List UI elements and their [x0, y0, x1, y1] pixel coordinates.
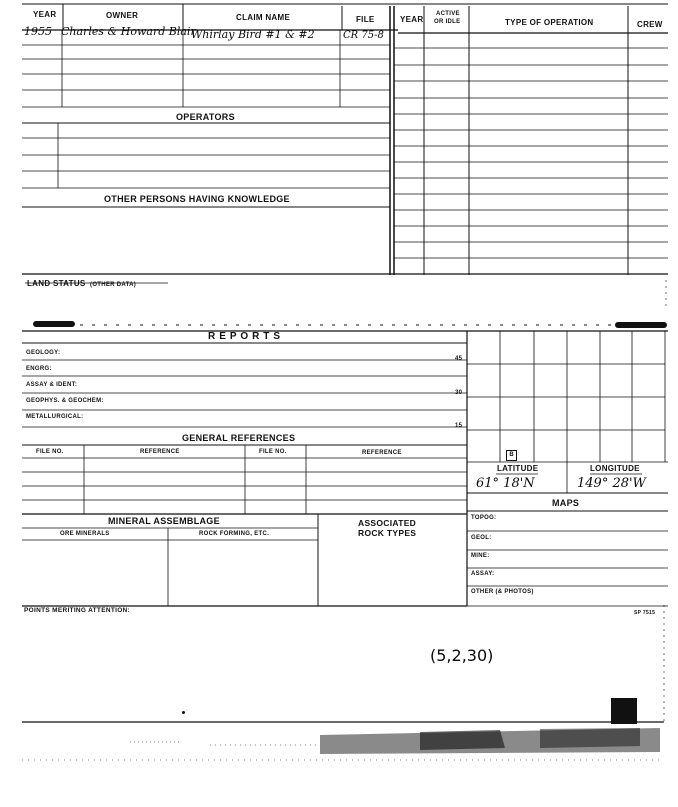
tick-15: 15	[455, 423, 463, 429]
tick-30: 30	[455, 390, 463, 396]
longitude-label: LONGITUDE	[590, 464, 640, 473]
operators-heading: OPERATORS	[176, 112, 235, 122]
maps-heading: MAPS	[552, 498, 580, 508]
other-persons-heading: OTHER PERSONS HAVING KNOWLEDGE	[104, 194, 290, 204]
latitude-value: 61° 18'N	[476, 476, 535, 491]
maps-geol: GEOL:	[471, 535, 492, 541]
header-or-idle: OR IDLE	[434, 19, 461, 25]
handwritten-note: (5,2,30)	[430, 646, 494, 665]
registration-mark	[611, 698, 637, 724]
ref-reference-1: REFERENCE	[140, 449, 180, 455]
header-year: YEAR	[33, 10, 57, 19]
ref-reference-2: REFERENCE	[362, 450, 402, 456]
grid-mark-box: B	[506, 450, 517, 461]
header-file: FILE	[356, 15, 375, 24]
reports-heading: R E P O R T S	[208, 331, 281, 342]
entry-year: 1955	[24, 25, 52, 38]
ref-file-no-2: FILE NO.	[259, 449, 287, 455]
maps-topog: TOPOG:	[471, 515, 497, 521]
associated-label: ASSOCIATED	[358, 518, 417, 528]
entry-owner: Charles & Howard Blair	[61, 25, 196, 38]
longitude-value: 149° 28'W	[577, 476, 646, 491]
rock-forming-label: ROCK FORMING, ETC.	[199, 531, 270, 537]
general-references-heading: GENERAL REFERENCES	[182, 433, 296, 443]
land-status-heading	[27, 273, 136, 291]
entry-claim-name: Whirlay Bird #1 & #2	[191, 28, 315, 41]
speck-mark	[182, 711, 185, 714]
report-metallurgical: METALLURGICAL:	[26, 414, 84, 420]
header-type-of-operation: TYPE OF OPERATION	[505, 18, 594, 27]
ref-file-no-1: FILE NO.	[36, 449, 64, 455]
maps-mine: MINE:	[471, 553, 490, 559]
land-status-label: LAND STATUS	[27, 279, 86, 288]
report-engrg: ENGRG:	[26, 366, 52, 372]
rock-types-label: ROCK TYPES	[358, 528, 417, 538]
maps-other: OTHER (& PHOTOS)	[471, 589, 534, 595]
report-geophys: GEOPHYS. & GEOCHEM:	[26, 398, 104, 404]
maps-assay: ASSAY:	[471, 571, 495, 577]
land-status-sub: (OTHER DATA)	[90, 282, 137, 288]
form-code: SP 7515	[634, 610, 656, 616]
mineral-assemblage-heading: MINERAL ASSEMBLAGE	[108, 516, 220, 526]
entry-file: CR 75-8	[343, 30, 384, 41]
header-crew: CREW	[637, 20, 663, 29]
report-assay: ASSAY & IDENT:	[26, 382, 78, 388]
tick-45: 45	[455, 356, 463, 362]
header-active: ACTIVE	[436, 11, 460, 17]
ore-minerals-label: ORE MINERALS	[60, 531, 110, 537]
header-year-2: YEAR	[400, 15, 424, 24]
header-claim-name: CLAIM NAME	[236, 13, 291, 22]
latitude-label: LATITUDE	[497, 464, 539, 473]
report-geology: GEOLOGY:	[26, 350, 61, 356]
header-owner: OWNER	[106, 11, 139, 20]
points-meriting-label: POINTS MERITING ATTENTION:	[24, 607, 131, 614]
